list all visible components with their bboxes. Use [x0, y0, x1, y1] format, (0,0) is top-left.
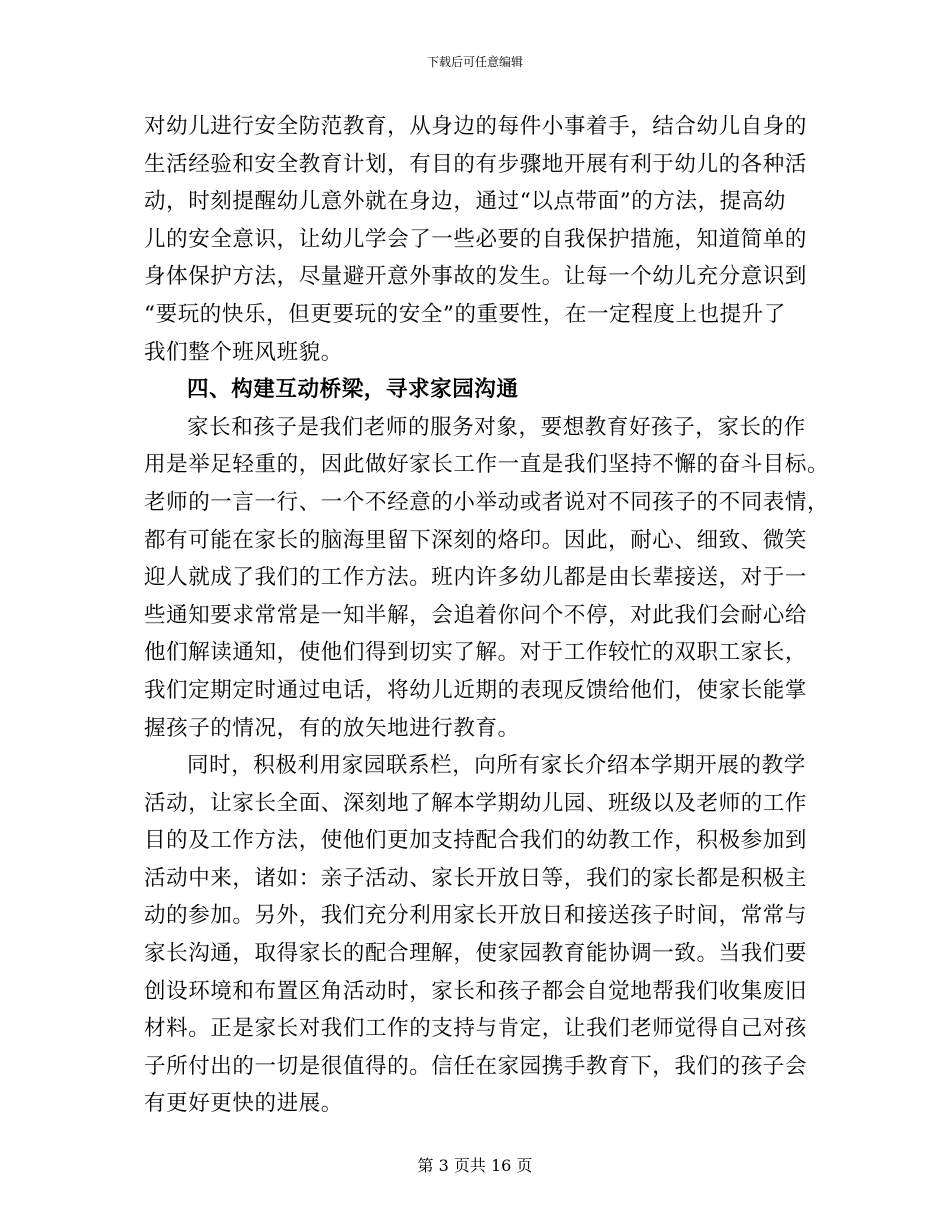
text-line: 活动，让家长全面、深刻地了解本学期幼儿园、班级以及老师的工作: [144, 790, 808, 816]
text-line: 动的参加。另外，我们充分利用家长开放日和接送孩子时间，常常与: [144, 903, 808, 929]
text-line: 子所付出的一切是很值得的。信任在家园携手教育下，我们的孩子会: [144, 1053, 808, 1079]
text-line: 我们整个班风班貌。: [144, 339, 343, 365]
text-line: 身体保护方法，尽量避开意外事故的发生。让每一个幼儿充分意识到: [144, 264, 808, 290]
text-line: 动，时刻提醒幼儿意外就在身边，通过“以点带面”的方法，提高幼: [144, 189, 786, 215]
paragraph-home-school: [144, 747, 814, 1123]
text-line: 创设环境和布置区角活动时，家长和孩子都会自觉地帮我们收集废旧: [144, 978, 808, 1004]
text-line: 老师的一言一行、一个不经意的小举动或者说对不同孩子的不同表情，: [144, 489, 830, 515]
text-line: 些通知要求常常是一知半解，会追着你问个不停，对此我们会耐心给: [144, 602, 808, 628]
document-body: [144, 108, 830, 1123]
text-line: 迎人就成了我们的工作方法。班内许多幼儿都是由长辈接送，对于一: [144, 565, 808, 591]
text-line: 同时，积极利用家园联系栏，向所有家长介绍本学期开展的教学: [187, 753, 806, 779]
page-header: 下载后可任意编辑: [426, 55, 523, 69]
text-line: 儿的安全意识，让幼儿学会了一些必要的自我保护措施，知道简单的: [144, 226, 808, 252]
text-line: 目的及工作方法，使他们更加支持配合我们的幼教工作，积极参加到: [144, 828, 808, 854]
text-line: 材料。正是家长对我们工作的支持与肯定，让我们老师觉得自己对孩: [144, 1016, 808, 1042]
text-line: 对幼儿进行安全防范教育，从身边的每件小事着手，结合幼儿自身的: [144, 114, 808, 139]
text-line: 有更好更快的进展。: [144, 1091, 343, 1117]
text-line: 生活经验和安全教育计划，有目的有步骤地开展有利于幼儿的各种活: [144, 151, 808, 177]
section-heading: 四、构建互动桥梁，寻求家园沟通: [187, 377, 519, 403]
paragraph-parents: [144, 409, 830, 747]
page-number: 第 3 页共 16 页: [417, 1156, 533, 1175]
paragraph-safety: [144, 108, 814, 371]
text-line: 都有可能在家长的脑海里留下深刻的烙印。因此，耐心、细致、微笑: [144, 527, 808, 553]
text-line: 我们定期定时通过电话，将幼儿近期的表现反馈给他们，使家长能掌: [144, 677, 808, 703]
text-line: 家长沟通，取得家长的配合理解，使家园教育能协调一致。当我们要: [144, 941, 808, 967]
text-line: 他们解读通知，使他们得到切实了解。对于工作较忙的双职工家长，: [144, 640, 808, 666]
text-line: 用是举足轻重的，因此做好家长工作一直是我们坚持不懈的奋斗目标。: [144, 452, 830, 478]
text-line: “要玩的快乐，但更要玩的安全”的重要性，在一定程度上也提升了: [144, 301, 786, 327]
text-line: 握孩子的情况，有的放矢地进行教育。: [144, 715, 520, 741]
text-line: 活动中来，诸如：亲子活动、家长开放日等，我们的家长都是积极主: [144, 865, 808, 891]
text-line: 家长和孩子是我们老师的服务对象，要想教育好孩子，家长的作: [187, 414, 806, 440]
